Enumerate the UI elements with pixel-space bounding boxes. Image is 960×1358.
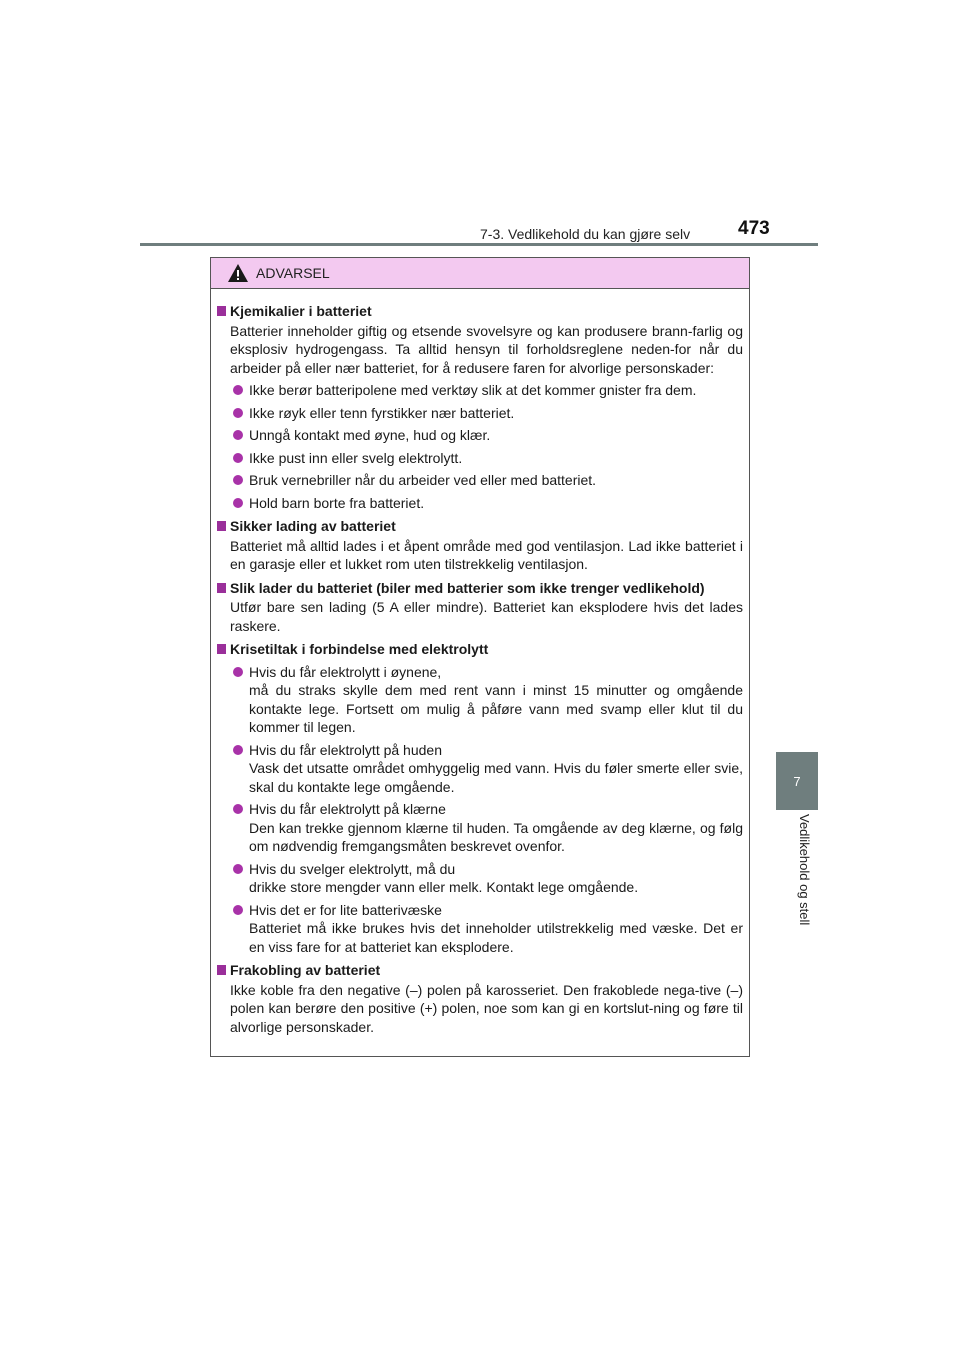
list-item-label: Hvis det er for lite batterivæske <box>249 901 442 918</box>
list-item <box>217 471 743 490</box>
list-item <box>217 860 743 897</box>
round-bullet-icon <box>233 430 243 440</box>
list-item <box>217 381 743 400</box>
section-text: Ikke koble fra den negative (–) polen på karosseriet. Den frakoblede nega-tive (–) polen kan berøre den positive (+) polen, noe som kan gi en kortslut-ning og føre til alvorlige personskader. <box>230 981 743 1035</box>
section-heading: Krisetiltak i forbindelse med elektrolytt <box>230 641 489 657</box>
warning-triangle-icon <box>227 263 249 283</box>
list-item-label: Hvis du får elektrolytt på klærne <box>249 801 446 817</box>
round-bullet-icon <box>233 804 243 814</box>
warning-section <box>217 302 743 512</box>
section-text: Utfør bare sen lading (5 A eller mindre). Batteriet kan eksplodere hvis det lades raskere. <box>230 599 743 634</box>
section-heading: Slik lader du batteriet (biler med batterier som ikke trenger vedlikehold) <box>230 579 705 596</box>
list-item-text: Hold barn borte fra batteriet. <box>249 494 425 511</box>
section-heading: Kjemikalier i batteriet <box>230 303 372 319</box>
list-item <box>217 901 743 957</box>
list-item <box>217 494 743 513</box>
warning-section <box>217 579 743 636</box>
section-heading: Frakobling av batteriet <box>230 962 381 978</box>
warning-section <box>217 517 743 574</box>
section-text: Batterier inneholder giftig og etsende svovelsyre og kan produsere brann-farlig og eksplosiv hydrogengass. Ta alltid hensyn til forholdsreglene neden-for når du arbeider på eller nær batteriet, for å redusere faren for alvorlige personskader: <box>230 322 743 376</box>
chapter-title: Vedlikehold og stell <box>797 814 812 926</box>
list-item <box>217 800 743 856</box>
warning-section <box>217 640 743 956</box>
list-item <box>217 426 743 445</box>
round-bullet-icon <box>233 905 243 915</box>
list-item <box>217 404 743 423</box>
section-heading-row <box>217 302 743 321</box>
section-heading-row <box>217 579 743 598</box>
round-bullet-icon <box>233 453 243 463</box>
round-bullet-icon <box>233 385 243 395</box>
square-bullet-icon <box>217 306 226 316</box>
warning-header <box>211 258 749 289</box>
square-bullet-icon <box>217 583 226 593</box>
list-item <box>217 663 743 737</box>
round-bullet-icon <box>233 498 243 508</box>
warning-box <box>210 257 750 1057</box>
chapter-tab: 7 <box>776 752 818 810</box>
list-item-label: Hvis du får elektrolytt på huden <box>249 741 442 758</box>
square-bullet-icon <box>217 521 226 531</box>
page-number: 473 <box>738 218 770 239</box>
round-bullet-icon <box>233 408 243 418</box>
round-bullet-icon <box>233 667 243 677</box>
section-heading: Sikker lading av batteriet <box>230 518 396 534</box>
list-item-label: Hvis du svelger elektrolytt, må du <box>249 860 456 877</box>
list-item-text: Unngå kontakt med øyne, hud og klær. <box>249 427 491 443</box>
warning-body <box>211 289 749 1036</box>
round-bullet-icon <box>233 475 243 485</box>
section-heading-row <box>217 961 743 980</box>
section-title: 7-3. Vedlikehold du kan gjøre selv <box>480 226 691 242</box>
list-item-label: Hvis du får elektrolytt i øynene, <box>249 663 442 680</box>
list-item <box>217 741 743 797</box>
section-heading-row <box>217 640 743 659</box>
list-item-text: Bruk vernebriller når du arbeider ved eller med batteriet. <box>249 472 597 488</box>
list-item-detail: må du straks skylle dem med rent vann i minst 15 minutter og omgående kontakte lege. Fortsett om mulig å påføre vann med svamp eller klut til du kommer til legen. <box>249 682 743 735</box>
warning-section <box>217 961 743 1036</box>
list-item-detail: Batteriet må ikke brukes hvis det inneholder utilstrekkelig med væske. Det er en viss fare for at batteriet kan eksplodere. <box>249 920 743 955</box>
list-item-text: Ikke berør batteripolene med verktøy slik at det kommer gnister fra dem. <box>249 382 697 398</box>
list-item-text: Ikke pust inn eller svelg elektrolytt. <box>249 449 463 466</box>
section-text: Batteriet må alltid lades i et åpent område med god ventilasjon. Lad ikke batteriet i en garasje eller et lukket rom uten tilstrekkelig ventilasjon. <box>230 537 743 572</box>
round-bullet-icon <box>233 745 243 755</box>
list-item <box>217 449 743 468</box>
list-item-detail: Vask det utsatte området omhyggelig med vann. Hvis du føler smerte eller svie, skal du kontakte lege omgående. <box>249 760 743 795</box>
list-item-detail: drikke store mengder vann eller melk. Kontakt lege omgående. <box>249 879 639 895</box>
list-item-text: Ikke røyk eller tenn fyrstikker nær batteriet. <box>249 404 515 421</box>
round-bullet-icon <box>233 864 243 874</box>
square-bullet-icon <box>217 644 226 654</box>
warning-title: ADVARSEL <box>256 265 330 281</box>
square-bullet-icon <box>217 965 226 975</box>
section-heading-row <box>217 517 743 536</box>
list-item-detail: Den kan trekke gjennom klærne til huden. Ta omgående av deg klærne, og følg om nødvendig fremgangsmåten beskrevet ovenfor. <box>249 819 743 854</box>
header-divider <box>140 243 818 246</box>
